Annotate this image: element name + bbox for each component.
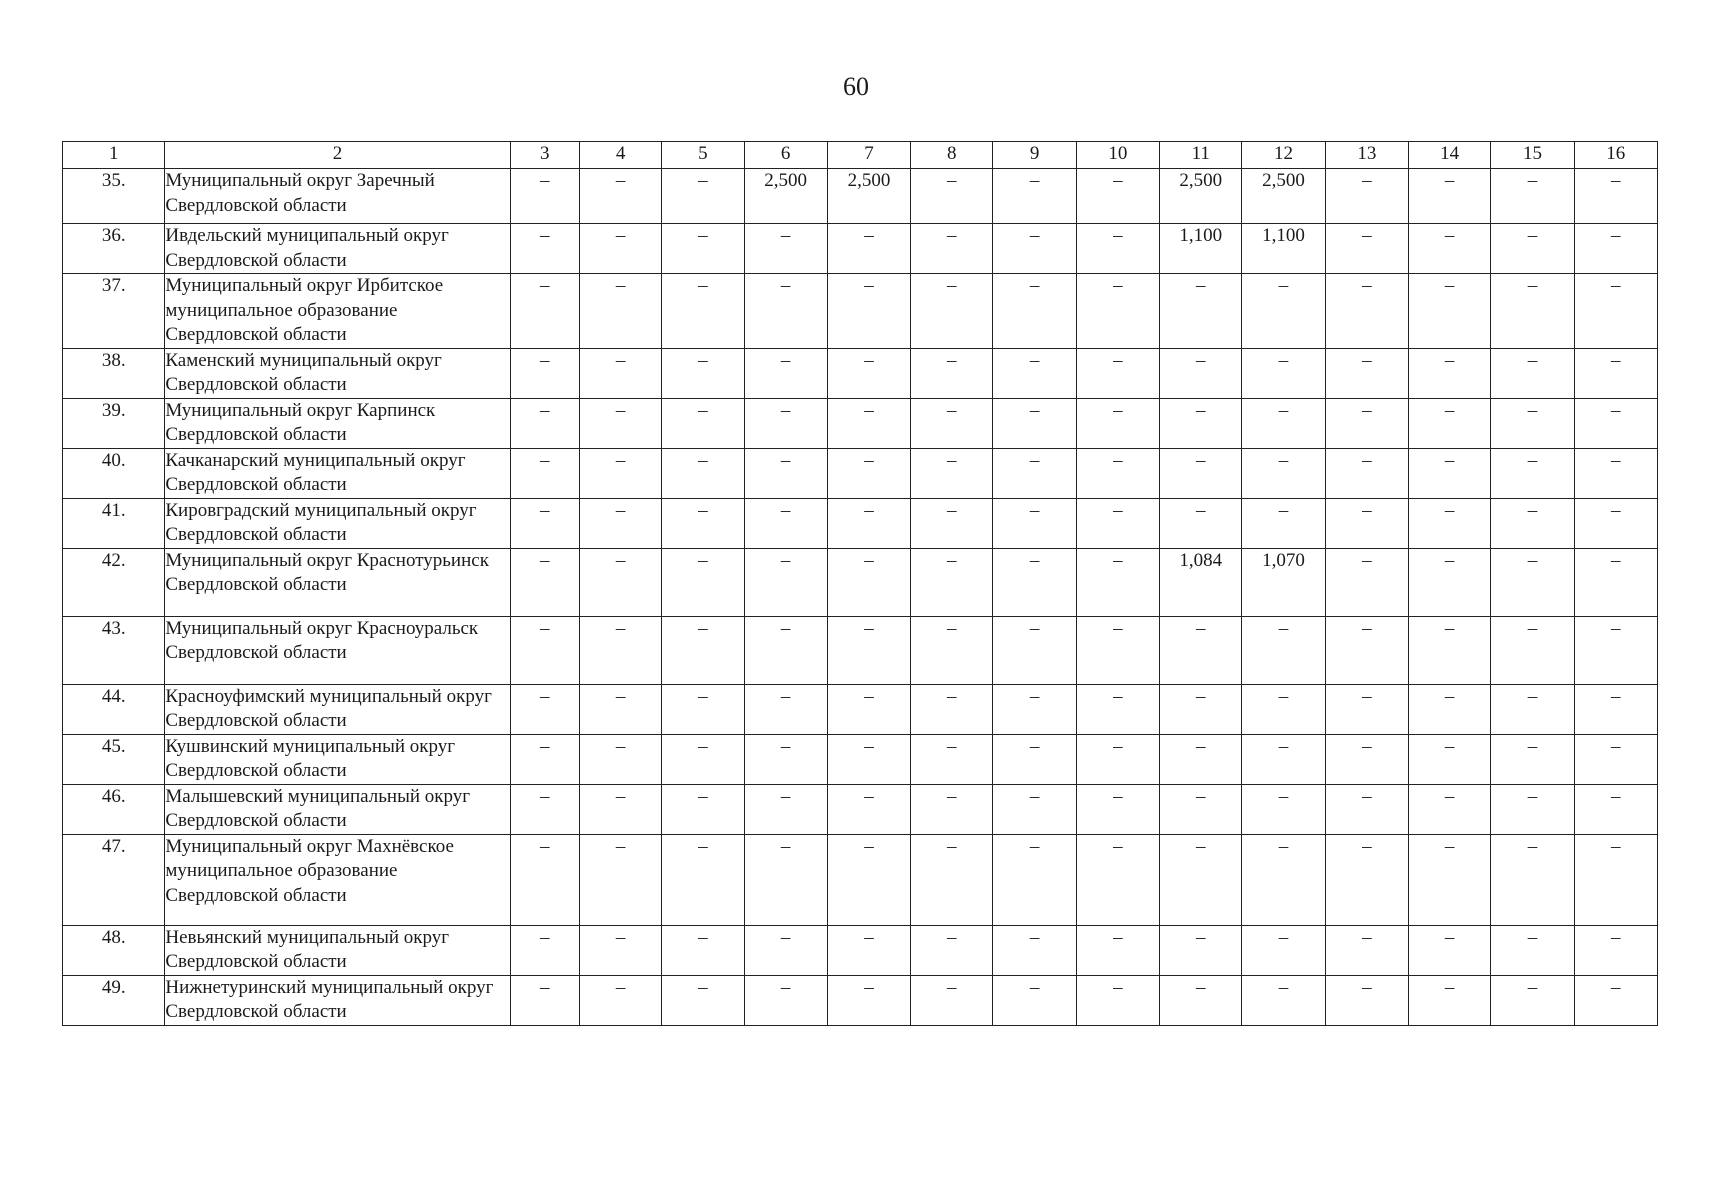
municipality-name: Невьянский муниципальный округ Свердловской области [165,925,510,975]
value-cell-col-15: – [1491,548,1574,616]
value-cell-col-12: – [1242,784,1325,834]
value-cell-col-12: – [1242,348,1325,398]
table-header-row [63,142,1658,169]
value-cell-col-14: – [1408,616,1490,684]
value-cell-col-13: – [1325,224,1408,274]
value-cell-col-3: – [510,925,579,975]
value-cell-col-14: – [1408,498,1490,548]
value-cell-col-4: – [579,169,661,224]
value-cell-col-5: – [662,616,744,684]
value-cell-col-16: – [1574,548,1657,616]
value-cell-col-7: – [827,975,910,1025]
column-header-1: 1 [63,142,165,169]
value-cell-col-9: – [993,498,1076,548]
value-cell-col-13: – [1325,616,1408,684]
value-cell-col-8: – [911,684,993,734]
municipality-name: Муниципальный округ Махнёвское муниципальное образование Свердловской области [165,834,510,925]
value-cell-col-5: – [662,398,744,448]
value-cell-col-8: – [911,975,993,1025]
value-cell-col-12: – [1242,684,1325,734]
value-cell-col-8: – [911,274,993,349]
table-row [63,348,1658,398]
value-cell-col-12: – [1242,398,1325,448]
value-cell-col-7: 2,500 [827,169,910,224]
value-cell-col-4: – [579,784,661,834]
value-cell-col-6: – [744,448,827,498]
value-cell-col-8: – [911,348,993,398]
row-number: 49. [63,975,165,1025]
value-cell-col-5: – [662,834,744,925]
table-row [63,274,1658,349]
value-cell-col-15: – [1491,734,1574,784]
value-cell-col-7: – [827,274,910,349]
value-cell-col-6: – [744,548,827,616]
value-cell-col-7: – [827,498,910,548]
value-cell-col-9: – [993,348,1076,398]
value-cell-col-13: – [1325,734,1408,784]
value-cell-col-3: – [510,616,579,684]
municipality-name: Муниципальный округ Краснотурьинск Свердловской области [165,548,510,616]
value-cell-col-16: – [1574,348,1657,398]
row-number: 44. [63,684,165,734]
value-cell-col-6: – [744,684,827,734]
value-cell-col-15: – [1491,925,1574,975]
value-cell-col-8: – [911,448,993,498]
value-cell-col-3: – [510,498,579,548]
value-cell-col-5: – [662,548,744,616]
value-cell-col-16: – [1574,925,1657,975]
value-cell-col-5: – [662,975,744,1025]
value-cell-col-11: – [1160,448,1242,498]
value-cell-col-16: – [1574,224,1657,274]
table-row [63,834,1658,925]
value-cell-col-5: – [662,734,744,784]
column-header-13: 13 [1325,142,1408,169]
row-number: 47. [63,834,165,925]
value-cell-col-11: 2,500 [1160,169,1242,224]
value-cell-col-12: 1,100 [1242,224,1325,274]
value-cell-col-16: – [1574,169,1657,224]
value-cell-col-14: – [1408,734,1490,784]
municipality-name: Муниципальный округ Заречный Свердловской области [165,169,510,224]
value-cell-col-7: – [827,448,910,498]
value-cell-col-10: – [1076,498,1159,548]
municipality-name: Нижнетуринский муниципальный округ Свердловской области [165,975,510,1025]
value-cell-col-14: – [1408,834,1490,925]
municipality-name: Каменский муниципальный округ Свердловской области [165,348,510,398]
value-cell-col-3: – [510,734,579,784]
value-cell-col-12: – [1242,834,1325,925]
value-cell-col-11: – [1160,784,1242,834]
value-cell-col-7: – [827,348,910,398]
row-number: 42. [63,548,165,616]
value-cell-col-4: – [579,398,661,448]
column-header-14: 14 [1408,142,1490,169]
value-cell-col-4: – [579,448,661,498]
value-cell-col-10: – [1076,224,1159,274]
value-cell-col-10: – [1076,548,1159,616]
value-cell-col-15: – [1491,224,1574,274]
value-cell-col-8: – [911,734,993,784]
value-cell-col-6: – [744,398,827,448]
value-cell-col-16: – [1574,498,1657,548]
value-cell-col-13: – [1325,274,1408,349]
municipality-name: Качканарский муниципальный округ Свердловской области [165,448,510,498]
value-cell-col-11: – [1160,348,1242,398]
value-cell-col-9: – [993,616,1076,684]
value-cell-col-3: – [510,169,579,224]
table-row [63,616,1658,684]
value-cell-col-12: – [1242,734,1325,784]
municipality-name: Муниципальный округ Карпинск Свердловской области [165,398,510,448]
value-cell-col-10: – [1076,448,1159,498]
value-cell-col-15: – [1491,834,1574,925]
value-cell-col-7: – [827,548,910,616]
value-cell-col-12: – [1242,975,1325,1025]
table-row [63,734,1658,784]
row-number: 46. [63,784,165,834]
column-header-9: 9 [993,142,1076,169]
value-cell-col-9: – [993,548,1076,616]
data-table [62,141,1658,1026]
value-cell-col-11: 1,084 [1160,548,1242,616]
municipality-name: Муниципальный округ Ирбитское муниципальное образование Свердловской области [165,274,510,349]
value-cell-col-8: – [911,548,993,616]
value-cell-col-5: – [662,224,744,274]
value-cell-col-6: – [744,734,827,784]
value-cell-col-6: – [744,616,827,684]
value-cell-col-4: – [579,274,661,349]
value-cell-col-4: – [579,834,661,925]
row-number: 37. [63,274,165,349]
row-number: 43. [63,616,165,684]
value-cell-col-5: – [662,498,744,548]
value-cell-col-12: – [1242,616,1325,684]
value-cell-col-4: – [579,348,661,398]
value-cell-col-4: – [579,224,661,274]
value-cell-col-4: – [579,925,661,975]
value-cell-col-14: – [1408,784,1490,834]
municipality-name: Кушвинский муниципальный округ Свердловской области [165,734,510,784]
value-cell-col-5: – [662,274,744,349]
value-cell-col-9: – [993,169,1076,224]
value-cell-col-9: – [993,224,1076,274]
value-cell-col-11: – [1160,734,1242,784]
value-cell-col-11: – [1160,274,1242,349]
value-cell-col-9: – [993,975,1076,1025]
value-cell-col-10: – [1076,975,1159,1025]
value-cell-col-13: – [1325,348,1408,398]
value-cell-col-11: – [1160,498,1242,548]
value-cell-col-6: – [744,975,827,1025]
value-cell-col-11: – [1160,398,1242,448]
value-cell-col-7: – [827,784,910,834]
value-cell-col-7: – [827,616,910,684]
value-cell-col-13: – [1325,975,1408,1025]
column-header-15: 15 [1491,142,1574,169]
value-cell-col-7: – [827,684,910,734]
value-cell-col-9: – [993,925,1076,975]
row-number: 39. [63,398,165,448]
value-cell-col-6: – [744,224,827,274]
value-cell-col-6: – [744,834,827,925]
value-cell-col-13: – [1325,784,1408,834]
municipality-name: Кировградский муниципальный округ Свердловской области [165,498,510,548]
column-header-4: 4 [579,142,661,169]
table-row [63,548,1658,616]
value-cell-col-13: – [1325,398,1408,448]
value-cell-col-13: – [1325,498,1408,548]
value-cell-col-12: – [1242,448,1325,498]
value-cell-col-5: – [662,684,744,734]
value-cell-col-12: 1,070 [1242,548,1325,616]
value-cell-col-16: – [1574,274,1657,349]
column-header-12: 12 [1242,142,1325,169]
row-number: 41. [63,498,165,548]
value-cell-col-4: – [579,616,661,684]
value-cell-col-10: – [1076,616,1159,684]
value-cell-col-9: – [993,834,1076,925]
row-number: 35. [63,169,165,224]
value-cell-col-5: – [662,448,744,498]
value-cell-col-16: – [1574,684,1657,734]
value-cell-col-6: – [744,498,827,548]
value-cell-col-10: – [1076,348,1159,398]
municipality-name: Ивдельский муниципальный округ Свердловской области [165,224,510,274]
value-cell-col-3: – [510,398,579,448]
value-cell-col-9: – [993,734,1076,784]
value-cell-col-9: – [993,684,1076,734]
value-cell-col-11: – [1160,684,1242,734]
value-cell-col-3: – [510,348,579,398]
value-cell-col-10: – [1076,274,1159,349]
value-cell-col-15: – [1491,784,1574,834]
value-cell-col-16: – [1574,834,1657,925]
value-cell-col-4: – [579,975,661,1025]
column-header-2: 2 [165,142,510,169]
column-header-6: 6 [744,142,827,169]
value-cell-col-6: – [744,784,827,834]
value-cell-col-10: – [1076,169,1159,224]
value-cell-col-12: – [1242,925,1325,975]
value-cell-col-9: – [993,398,1076,448]
value-cell-col-13: – [1325,925,1408,975]
value-cell-col-12: 2,500 [1242,169,1325,224]
value-cell-col-8: – [911,784,993,834]
value-cell-col-8: – [911,398,993,448]
table-row [63,975,1658,1025]
value-cell-col-16: – [1574,975,1657,1025]
value-cell-col-15: – [1491,498,1574,548]
column-header-16: 16 [1574,142,1657,169]
value-cell-col-10: – [1076,925,1159,975]
value-cell-col-14: – [1408,925,1490,975]
table-row [63,498,1658,548]
value-cell-col-7: – [827,398,910,448]
column-header-7: 7 [827,142,910,169]
table-row [63,684,1658,734]
value-cell-col-8: – [911,616,993,684]
row-number: 38. [63,348,165,398]
value-cell-col-11: – [1160,925,1242,975]
value-cell-col-16: – [1574,398,1657,448]
value-cell-col-10: – [1076,784,1159,834]
value-cell-col-5: – [662,169,744,224]
column-header-11: 11 [1160,142,1242,169]
value-cell-col-12: – [1242,498,1325,548]
table-row [63,925,1658,975]
value-cell-col-9: – [993,448,1076,498]
value-cell-col-14: – [1408,169,1490,224]
column-header-8: 8 [911,142,993,169]
value-cell-col-15: – [1491,398,1574,448]
value-cell-col-12: – [1242,274,1325,349]
value-cell-col-5: – [662,925,744,975]
table-body [63,169,1658,1026]
value-cell-col-3: – [510,448,579,498]
page-number: 60 [843,72,869,101]
value-cell-col-11: – [1160,616,1242,684]
table-row [63,448,1658,498]
value-cell-col-13: – [1325,684,1408,734]
value-cell-col-3: – [510,834,579,925]
value-cell-col-3: – [510,274,579,349]
column-header-10: 10 [1076,142,1159,169]
value-cell-col-16: – [1574,734,1657,784]
value-cell-col-15: – [1491,448,1574,498]
value-cell-col-11: – [1160,975,1242,1025]
value-cell-col-14: – [1408,448,1490,498]
value-cell-col-6: 2,500 [744,169,827,224]
value-cell-col-16: – [1574,448,1657,498]
value-cell-col-14: – [1408,548,1490,616]
value-cell-col-14: – [1408,348,1490,398]
row-number: 36. [63,224,165,274]
value-cell-col-15: – [1491,348,1574,398]
table-row [63,398,1658,448]
row-number: 45. [63,734,165,784]
value-cell-col-9: – [993,274,1076,349]
value-cell-col-14: – [1408,684,1490,734]
value-cell-col-9: – [993,784,1076,834]
value-cell-col-14: – [1408,975,1490,1025]
value-cell-col-4: – [579,684,661,734]
value-cell-col-10: – [1076,398,1159,448]
value-cell-col-7: – [827,925,910,975]
municipality-name: Муниципальный округ Красноуральск Свердловской области [165,616,510,684]
value-cell-col-3: – [510,975,579,1025]
value-cell-col-16: – [1574,616,1657,684]
column-header-5: 5 [662,142,744,169]
value-cell-col-8: – [911,834,993,925]
value-cell-col-7: – [827,734,910,784]
value-cell-col-5: – [662,348,744,398]
value-cell-col-14: – [1408,274,1490,349]
value-cell-col-10: – [1076,734,1159,784]
value-cell-col-10: – [1076,834,1159,925]
value-cell-col-8: – [911,925,993,975]
value-cell-col-13: – [1325,169,1408,224]
table-row [63,784,1658,834]
value-cell-col-11: – [1160,834,1242,925]
value-cell-col-5: – [662,784,744,834]
value-cell-col-7: – [827,224,910,274]
municipality-name: Малышевский муниципальный округ Свердловской области [165,784,510,834]
value-cell-col-15: – [1491,975,1574,1025]
value-cell-col-11: 1,100 [1160,224,1242,274]
value-cell-col-15: – [1491,684,1574,734]
value-cell-col-15: – [1491,616,1574,684]
value-cell-col-6: – [744,348,827,398]
row-number: 48. [63,925,165,975]
value-cell-col-6: – [744,925,827,975]
value-cell-col-14: – [1408,398,1490,448]
value-cell-col-7: – [827,834,910,925]
value-cell-col-4: – [579,498,661,548]
row-number: 40. [63,448,165,498]
value-cell-col-6: – [744,274,827,349]
value-cell-col-15: – [1491,169,1574,224]
municipality-name: Красноуфимский муниципальный округ Свердловской области [165,684,510,734]
value-cell-col-3: – [510,784,579,834]
value-cell-col-8: – [911,498,993,548]
value-cell-col-13: – [1325,834,1408,925]
value-cell-col-3: – [510,684,579,734]
value-cell-col-13: – [1325,548,1408,616]
value-cell-col-4: – [579,734,661,784]
value-cell-col-3: – [510,548,579,616]
value-cell-col-16: – [1574,784,1657,834]
table-row [63,224,1658,274]
value-cell-col-8: – [911,224,993,274]
value-cell-col-8: – [911,169,993,224]
value-cell-col-10: – [1076,684,1159,734]
value-cell-col-13: – [1325,448,1408,498]
value-cell-col-14: – [1408,224,1490,274]
value-cell-col-4: – [579,548,661,616]
table-row [63,169,1658,224]
column-header-3: 3 [510,142,579,169]
value-cell-col-3: – [510,224,579,274]
value-cell-col-15: – [1491,274,1574,349]
